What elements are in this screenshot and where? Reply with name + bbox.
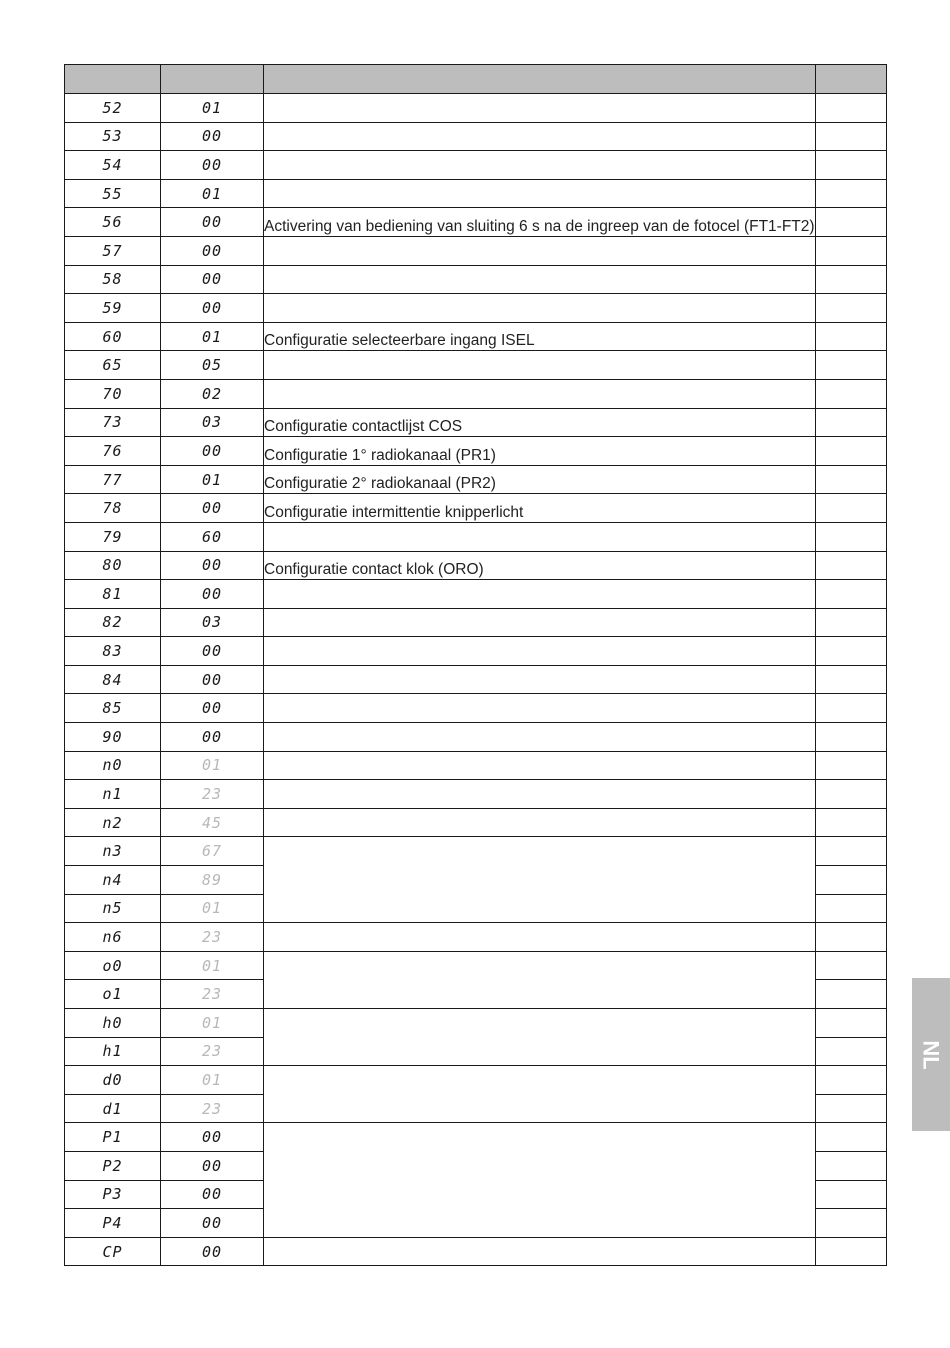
parameter-description	[264, 351, 816, 380]
parameter-description	[264, 780, 816, 809]
setting-cell	[816, 1094, 887, 1123]
parameter-description	[264, 94, 816, 123]
header-cell-description	[264, 65, 816, 94]
parameter-code: 77	[65, 465, 161, 494]
parameter-description: Activering van bediening van sluiting 6 s na de ingreep van de fotocel (FT1-FT2)	[264, 208, 816, 237]
parameter-description	[264, 1123, 816, 1237]
parameter-code: 55	[65, 179, 161, 208]
table-row	[65, 580, 887, 609]
setting-cell	[816, 208, 887, 237]
setting-cell	[816, 551, 887, 580]
setting-cell	[816, 1209, 887, 1238]
default-value: 03	[161, 408, 264, 437]
default-value: 03	[161, 608, 264, 637]
default-value: 01	[161, 465, 264, 494]
default-value: 00	[161, 1151, 264, 1180]
default-value: 01	[161, 1009, 264, 1038]
parameter-code: 54	[65, 151, 161, 180]
default-value: 00	[161, 151, 264, 180]
parameter-code: 52	[65, 94, 161, 123]
parameter-code: 85	[65, 694, 161, 723]
parameter-code: h1	[65, 1037, 161, 1066]
table-row	[65, 408, 887, 437]
parameter-description	[264, 151, 816, 180]
parameter-code: P3	[65, 1180, 161, 1209]
table-row	[65, 837, 887, 866]
table-row	[65, 208, 887, 237]
parameter-description: Configuratie selecteerbare ingang ISEL	[264, 322, 816, 351]
parameter-code: P4	[65, 1209, 161, 1238]
table-row	[65, 151, 887, 180]
parameter-code: h0	[65, 1009, 161, 1038]
table-row	[65, 465, 887, 494]
default-value: 23	[161, 923, 264, 952]
parameter-description	[264, 294, 816, 323]
default-value: 01	[161, 751, 264, 780]
parameter-code: 80	[65, 551, 161, 580]
default-value: 00	[161, 1123, 264, 1152]
header-cell-setting	[816, 65, 887, 94]
setting-cell	[816, 694, 887, 723]
header-cell-default	[161, 65, 264, 94]
default-value: 45	[161, 808, 264, 837]
default-value: 23	[161, 980, 264, 1009]
setting-cell	[816, 1009, 887, 1038]
parameter-code: 57	[65, 236, 161, 265]
parameter-description	[264, 580, 816, 609]
setting-cell	[816, 151, 887, 180]
setting-cell	[816, 379, 887, 408]
parameter-description: Configuratie 2° radiokanaal (PR2)	[264, 465, 816, 494]
table-row	[65, 1237, 887, 1266]
parameter-code: 90	[65, 723, 161, 752]
parameter-code: 78	[65, 494, 161, 523]
table-row	[65, 265, 887, 294]
table-row	[65, 694, 887, 723]
setting-cell	[816, 951, 887, 980]
parameter-code: 84	[65, 665, 161, 694]
default-value: 00	[161, 665, 264, 694]
parameter-code: n0	[65, 751, 161, 780]
table-row	[65, 608, 887, 637]
table-row	[65, 923, 887, 952]
default-value: 02	[161, 379, 264, 408]
parameter-description	[264, 236, 816, 265]
parameter-code: 73	[65, 408, 161, 437]
parameter-code: 70	[65, 379, 161, 408]
parameter-code: P2	[65, 1151, 161, 1180]
setting-cell	[816, 780, 887, 809]
default-value: 60	[161, 522, 264, 551]
table-body	[65, 94, 887, 1266]
setting-cell	[816, 580, 887, 609]
setting-cell	[816, 236, 887, 265]
language-tab	[912, 978, 950, 1131]
setting-cell	[816, 1180, 887, 1209]
parameter-code: 79	[65, 522, 161, 551]
setting-cell	[816, 94, 887, 123]
parameter-description	[264, 122, 816, 151]
table-row	[65, 122, 887, 151]
parameter-description	[264, 665, 816, 694]
setting-cell	[816, 751, 887, 780]
setting-cell	[816, 637, 887, 666]
setting-cell	[816, 408, 887, 437]
setting-cell	[816, 980, 887, 1009]
default-value: 01	[161, 179, 264, 208]
default-value: 00	[161, 551, 264, 580]
default-value: 23	[161, 1037, 264, 1066]
default-value: 00	[161, 122, 264, 151]
parameter-code: 60	[65, 322, 161, 351]
setting-cell	[816, 465, 887, 494]
default-value: 67	[161, 837, 264, 866]
parameter-description	[264, 751, 816, 780]
parameter-code: o1	[65, 980, 161, 1009]
default-value: 00	[161, 494, 264, 523]
table-row	[65, 637, 887, 666]
parameter-code: n6	[65, 923, 161, 952]
default-value: 00	[161, 437, 264, 466]
default-value: 00	[161, 723, 264, 752]
table-row	[65, 1066, 887, 1095]
setting-cell	[816, 351, 887, 380]
parameter-description	[264, 179, 816, 208]
default-value: 05	[161, 351, 264, 380]
parameter-description: Configuratie contact klok (ORO)	[264, 551, 816, 580]
table-row	[65, 379, 887, 408]
default-value: 00	[161, 580, 264, 609]
parameter-table	[64, 64, 887, 1266]
setting-cell	[816, 808, 887, 837]
parameter-code: o0	[65, 951, 161, 980]
parameter-code: P1	[65, 1123, 161, 1152]
default-value: 00	[161, 236, 264, 265]
parameter-code: d0	[65, 1066, 161, 1095]
parameter-description	[264, 1066, 816, 1123]
parameter-description	[264, 1237, 816, 1266]
default-value: 01	[161, 322, 264, 351]
default-value: 00	[161, 1209, 264, 1238]
setting-cell	[816, 1123, 887, 1152]
table-row	[65, 236, 887, 265]
setting-cell	[816, 723, 887, 752]
parameter-code: 58	[65, 265, 161, 294]
parameter-description: Configuratie intermittentie knipperlicht	[264, 494, 816, 523]
parameter-description	[264, 522, 816, 551]
parameter-code: n3	[65, 837, 161, 866]
table-row	[65, 94, 887, 123]
default-value: 00	[161, 265, 264, 294]
table-row	[65, 551, 887, 580]
table-row	[65, 665, 887, 694]
parameter-code: n4	[65, 866, 161, 895]
parameter-code: CP	[65, 1237, 161, 1266]
setting-cell	[816, 322, 887, 351]
parameter-code: 65	[65, 351, 161, 380]
parameter-description	[264, 608, 816, 637]
parameter-description	[264, 265, 816, 294]
default-value: 01	[161, 894, 264, 923]
setting-cell	[816, 122, 887, 151]
default-value: 01	[161, 1066, 264, 1095]
parameter-code: 53	[65, 122, 161, 151]
table-row	[65, 179, 887, 208]
table-row	[65, 751, 887, 780]
default-value: 01	[161, 951, 264, 980]
default-value: 00	[161, 1237, 264, 1266]
setting-cell	[816, 837, 887, 866]
header-cell-parameter	[65, 65, 161, 94]
parameter-code: 82	[65, 608, 161, 637]
setting-cell	[816, 1237, 887, 1266]
default-value: 23	[161, 1094, 264, 1123]
setting-cell	[816, 923, 887, 952]
parameter-description	[264, 637, 816, 666]
setting-cell	[816, 608, 887, 637]
setting-cell	[816, 1151, 887, 1180]
table-row	[65, 1123, 887, 1152]
default-value: 00	[161, 694, 264, 723]
parameter-description	[264, 923, 816, 952]
parameter-code: 76	[65, 437, 161, 466]
default-value: 23	[161, 780, 264, 809]
language-tab-label: NL	[918, 1039, 944, 1070]
setting-cell	[816, 1037, 887, 1066]
default-value: 89	[161, 866, 264, 895]
parameter-code: 56	[65, 208, 161, 237]
parameter-description	[264, 1009, 816, 1066]
default-value: 01	[161, 94, 264, 123]
default-value: 00	[161, 1180, 264, 1209]
parameter-code: n5	[65, 894, 161, 923]
parameter-description	[264, 694, 816, 723]
default-value: 00	[161, 637, 264, 666]
table-row	[65, 437, 887, 466]
parameter-code: n2	[65, 808, 161, 837]
parameter-code: n1	[65, 780, 161, 809]
table-row	[65, 780, 887, 809]
parameter-code: 83	[65, 637, 161, 666]
table-row	[65, 294, 887, 323]
setting-cell	[816, 1066, 887, 1095]
parameter-description	[264, 837, 816, 923]
setting-cell	[816, 522, 887, 551]
table-row	[65, 494, 887, 523]
parameter-code: d1	[65, 1094, 161, 1123]
table-row	[65, 723, 887, 752]
table-row	[65, 951, 887, 980]
table-row	[65, 322, 887, 351]
parameter-code: 59	[65, 294, 161, 323]
parameter-description	[264, 951, 816, 1008]
default-value: 00	[161, 294, 264, 323]
table-row	[65, 522, 887, 551]
setting-cell	[816, 294, 887, 323]
setting-cell	[816, 665, 887, 694]
table-row	[65, 1009, 887, 1038]
table-row	[65, 351, 887, 380]
setting-cell	[816, 437, 887, 466]
parameter-description	[264, 379, 816, 408]
table-header-row	[65, 65, 887, 94]
default-value: 00	[161, 208, 264, 237]
setting-cell	[816, 866, 887, 895]
parameter-description: Configuratie contactlijst COS	[264, 408, 816, 437]
setting-cell	[816, 179, 887, 208]
parameter-code: 81	[65, 580, 161, 609]
parameter-description: Configuratie 1° radiokanaal (PR1)	[264, 437, 816, 466]
parameter-description	[264, 808, 816, 837]
table-row	[65, 808, 887, 837]
setting-cell	[816, 494, 887, 523]
setting-cell	[816, 265, 887, 294]
setting-cell	[816, 894, 887, 923]
parameter-description	[264, 723, 816, 752]
